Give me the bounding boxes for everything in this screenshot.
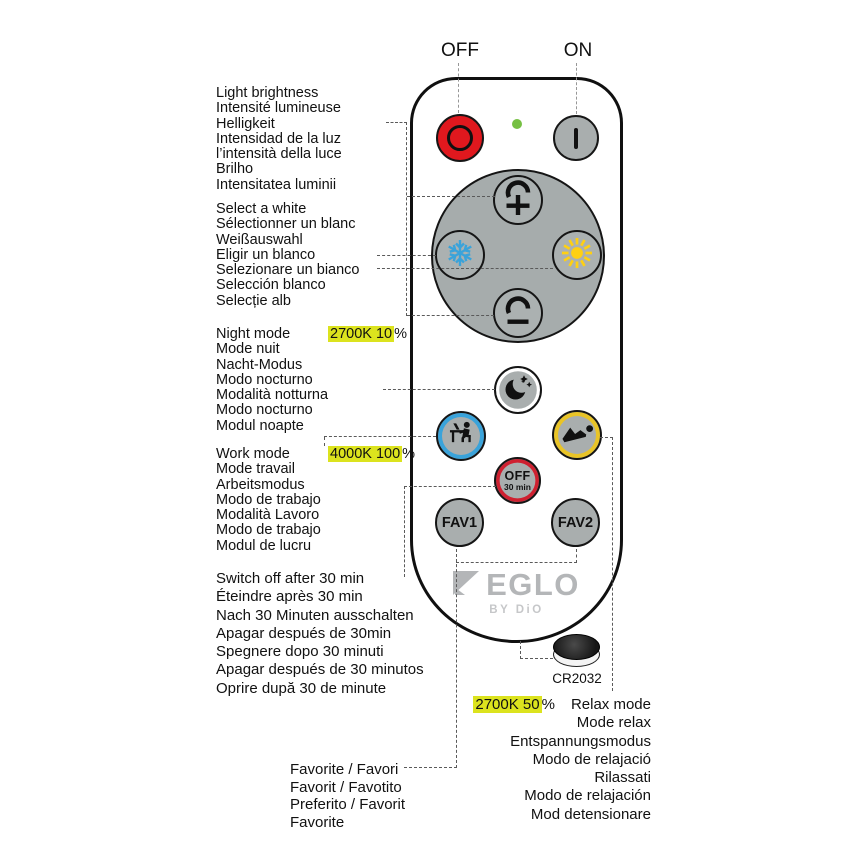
relax-title-line: 2700K 50 % Relax mode bbox=[475, 696, 651, 713]
connector-night-mode bbox=[383, 389, 495, 390]
label-line: Modul noapte bbox=[216, 417, 304, 434]
led-indicator bbox=[512, 119, 522, 129]
brand-name: EGLO bbox=[486, 567, 580, 602]
label-line: Intensitatea luminii bbox=[216, 176, 337, 193]
label-line: Modul de lucru bbox=[216, 537, 312, 554]
night-mode-labels bbox=[216, 327, 407, 434]
power-on-button[interactable] bbox=[553, 115, 599, 161]
off-timer-labels bbox=[216, 570, 424, 698]
select-white-labels bbox=[216, 202, 360, 309]
off-timer-sublabel: 30 min bbox=[504, 482, 531, 492]
connector-off-timer bbox=[404, 486, 496, 487]
connector-battery bbox=[520, 658, 553, 659]
label-line: Modalità Lavoro bbox=[216, 507, 320, 524]
label-line: Favorite / Favori bbox=[290, 761, 399, 778]
label-line: Night mode bbox=[216, 326, 291, 342]
label-line: Eligir un blanco bbox=[216, 246, 316, 263]
eglo-logo bbox=[413, 567, 620, 603]
label-line: Mode travail bbox=[216, 461, 295, 478]
fav2-button[interactable]: FAV2 bbox=[551, 498, 600, 547]
brightness-up-button[interactable] bbox=[493, 175, 543, 225]
connector-favorite bbox=[576, 549, 577, 563]
work-mode-labels bbox=[216, 447, 415, 554]
connector-relax-mode bbox=[612, 437, 613, 691]
night-mode-button[interactable] bbox=[494, 366, 542, 414]
night-setting: 2700K 10 % bbox=[330, 326, 407, 342]
connector-cool-white bbox=[377, 255, 436, 256]
power-on-icon bbox=[574, 128, 578, 149]
favorite-labels bbox=[290, 761, 405, 831]
cool-white-button[interactable] bbox=[435, 230, 485, 280]
label-line: Preferito / Favorit bbox=[290, 796, 406, 814]
relax-mode-labels bbox=[473, 696, 651, 824]
off-timer-button[interactable] bbox=[494, 457, 541, 504]
label-line: Selecție alb bbox=[216, 292, 291, 309]
connector-brightness-plus bbox=[407, 196, 495, 197]
connector-favorite bbox=[404, 767, 457, 768]
power-off-icon bbox=[447, 125, 473, 151]
brightness-down-icon bbox=[501, 294, 535, 333]
connector-warm-white bbox=[377, 268, 553, 269]
label-line: Modo de relajació bbox=[532, 750, 651, 768]
reclining-person-icon bbox=[561, 422, 594, 449]
label-line: Modo de trabajo bbox=[216, 491, 321, 508]
moon-stars-icon bbox=[501, 371, 535, 410]
label-line: Modo nocturno bbox=[216, 371, 313, 388]
work-setting: 4000K 100 % bbox=[330, 446, 416, 462]
label-line: Favorite bbox=[290, 813, 345, 831]
remote-control bbox=[410, 77, 623, 643]
brand-subtitle: BY DiO bbox=[489, 604, 544, 616]
highlight: 4000K 100 bbox=[330, 446, 401, 462]
label-line: Apagar después de 30 minutos bbox=[216, 661, 424, 679]
work-mode-button[interactable] bbox=[436, 411, 486, 461]
label-line: Weißauswahl bbox=[216, 231, 303, 248]
brightness-up-icon bbox=[501, 180, 535, 221]
fav1-button[interactable]: FAV1 bbox=[435, 498, 484, 547]
label-line: Intensidad de la luz bbox=[216, 130, 341, 147]
sun-icon bbox=[560, 236, 594, 275]
label-line: Select a white bbox=[216, 201, 307, 217]
label-line: Nach 30 Minuten ausschalten bbox=[216, 606, 414, 624]
label-line: Modalità notturna bbox=[216, 387, 329, 404]
label-line: Brilho bbox=[216, 161, 254, 178]
label-line: Modo nocturno bbox=[216, 402, 313, 419]
battery-label: CR2032 bbox=[552, 671, 602, 686]
label-line: Relax mode bbox=[570, 696, 651, 713]
connector-off-timer bbox=[404, 486, 405, 577]
label-line: Entspannungsmodus bbox=[510, 732, 651, 750]
brightness-down-button[interactable] bbox=[493, 288, 543, 338]
connector-work-mode bbox=[324, 436, 436, 437]
connector-brightness bbox=[386, 122, 407, 123]
relax-mode-button[interactable] bbox=[552, 410, 602, 460]
brightness-labels bbox=[216, 86, 342, 193]
highlight: 2700K 10 bbox=[330, 326, 393, 342]
on-label: ON bbox=[563, 40, 593, 61]
battery-top bbox=[553, 634, 600, 660]
label-line: Modo de trabajo bbox=[216, 522, 321, 539]
off-label: OFF bbox=[441, 40, 479, 61]
off-timer-label: OFF bbox=[504, 468, 531, 483]
label-line: Éteindre après 30 min bbox=[216, 588, 363, 606]
label-line: Oprire după 30 de minute bbox=[216, 679, 387, 697]
label-line: Apagar después de 30min bbox=[216, 624, 392, 642]
label-line: Selección blanco bbox=[216, 277, 326, 294]
connector-battery bbox=[520, 641, 521, 659]
label-line: Favorit / Favotito bbox=[290, 778, 402, 796]
label-line: Helligkeit bbox=[216, 115, 275, 132]
connector-favorite bbox=[456, 549, 457, 768]
label-line: Selezionare un bianco bbox=[216, 262, 360, 279]
battery-icon bbox=[553, 634, 600, 668]
label-line: Light brightness bbox=[216, 85, 319, 101]
label-line: Spegnere dopo 30 minuti bbox=[216, 643, 384, 661]
connector-on bbox=[576, 63, 577, 114]
power-off-button[interactable] bbox=[436, 114, 484, 162]
label-line: Mode relax bbox=[576, 714, 651, 732]
label-line: Intensité lumineuse bbox=[216, 100, 341, 117]
label-line: Nacht-Modus bbox=[216, 356, 303, 373]
label-line: Mod detensionare bbox=[530, 805, 651, 823]
highlight: 2700K 50 bbox=[475, 696, 540, 713]
person-at-desk-icon bbox=[448, 421, 475, 451]
connector-brightness bbox=[406, 122, 407, 316]
label-line: Work mode bbox=[216, 446, 290, 462]
label-line: Mode nuit bbox=[216, 341, 280, 358]
connector-favorite bbox=[456, 562, 577, 563]
connector-work-mode bbox=[324, 437, 325, 446]
connector-brightness-minus bbox=[407, 315, 494, 316]
connector-off bbox=[458, 63, 459, 113]
label-line: Modo de relajación bbox=[524, 787, 651, 805]
label-line: l’intensità della luce bbox=[216, 146, 342, 163]
warm-white-button[interactable] bbox=[552, 230, 602, 280]
label-line: Sélectionner un blanc bbox=[216, 216, 356, 233]
label-line: Arbeitsmodus bbox=[216, 476, 305, 493]
label-line: Rilassati bbox=[594, 769, 651, 787]
label-line: Switch off after 30 min bbox=[216, 570, 365, 587]
